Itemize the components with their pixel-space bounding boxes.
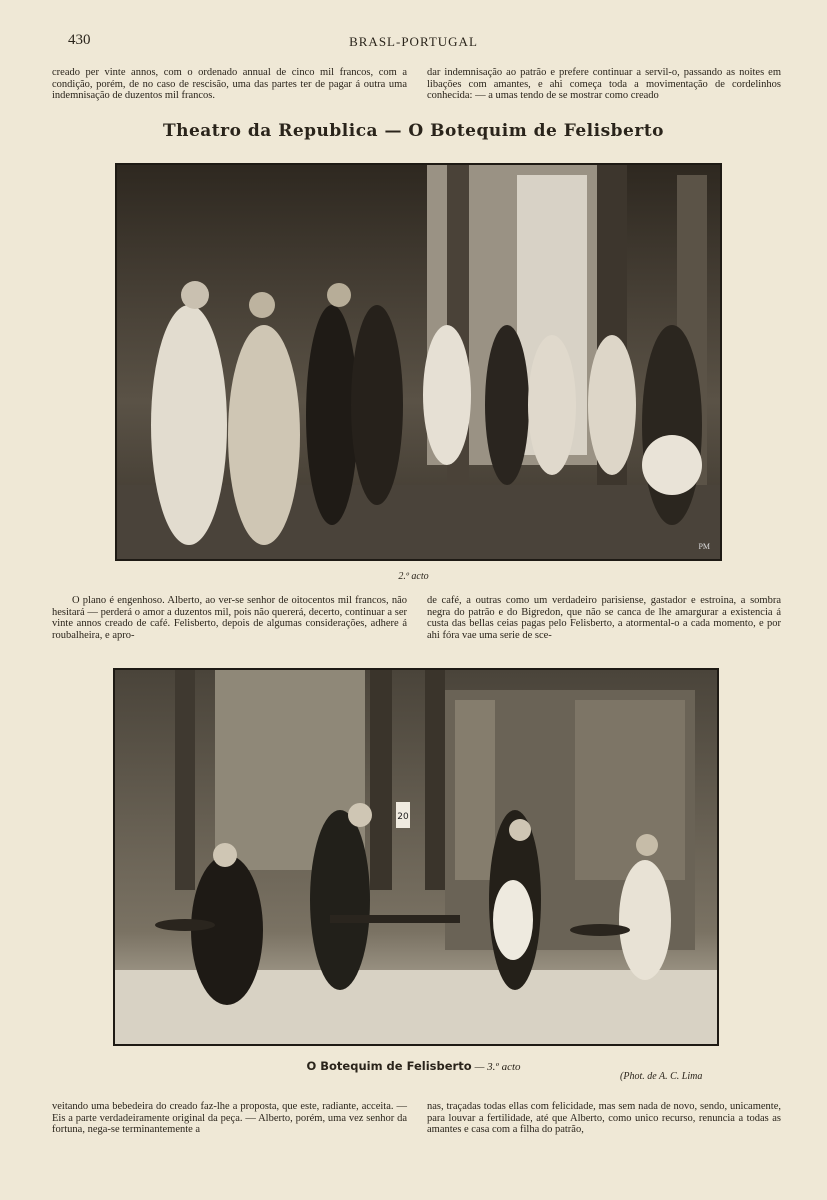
mid-right-column xyxy=(427,595,781,641)
photo-1-caption: 2.º acto xyxy=(398,571,429,582)
paragraph: creado per vinte annos, com o ordenado annual de cinco mil francos, com a condição, porém, de no caso de rescisão, uma das partes ter de pagar á outra uma indemnisação de duzentos mil francos. xyxy=(52,67,407,101)
photo-credit: (Phot. de A. C. Lima xyxy=(620,1071,703,1082)
mid-left-column xyxy=(52,595,407,641)
paragraph: nas, traçadas todas ellas com felicidade, mas sem nada de novo, sendo, unicamente, para louvar a fertilidade, até que Alberto, como unico recurso, renuncia a todas as amantes e casa com a filha do patrão, xyxy=(427,1101,781,1135)
photo-2-caption-title: O Botequim de Felisberto xyxy=(306,1059,472,1073)
running-title: BRASL-PORTUGAL xyxy=(349,34,478,49)
paragraph: dar indemnisação ao patrão e prefere continuar a servil-o, passando as noites em libações com amantes, e ahi começa toda a movimentação de cordelinhos conhecida: — a umas tendo de se mostrar como creado xyxy=(427,67,781,101)
section-title: Theatro da Republica — O Botequim de Felisberto xyxy=(162,121,665,141)
wall-number: 20 xyxy=(397,812,409,822)
bottom-right-column xyxy=(427,1101,781,1136)
page-number: 430 xyxy=(68,32,91,48)
top-right-column xyxy=(427,67,781,102)
page-header xyxy=(0,30,827,52)
cafe-scene-illustration xyxy=(115,670,717,1044)
top-left-column xyxy=(52,67,407,102)
paragraph: O plano é engenhoso. Alberto, ao ver-se senhor de oitocentos mil francos, não hesitará — perderá o amor a duzentos mil, pois não quererá, decerto, continuar a ser vinte annos creado de café. Felisberto, depois de algumas considerações, adhere á roubalheira, e apro- xyxy=(52,595,407,641)
photo-monogram: PM xyxy=(698,542,710,551)
stage-photo-act-3 xyxy=(113,668,719,1046)
stage-photo-act-2 xyxy=(115,163,722,561)
paragraph: veitando uma bebedeira do creado faz-lhe a proposta, que este, radiante, acceita. — Eis a parte verdadeiramente original da peça. — Alberto, porém, uma vez senhor da fortuna, nega-se terminantemente a xyxy=(52,1101,407,1135)
bottom-left-column xyxy=(52,1101,407,1136)
paragraph: de café, a outras como um verdadeiro parisiense, gastador e estroina, a sombra negra do patrão e do Bigredon, que não se canca de lhe amargurar a existencia á custa das bellas ceias pagas pelo Felisberto, a atormental-o a cada momento, e por ahi fóra vae uma serie de sce- xyxy=(427,595,781,641)
stage-scene-illustration xyxy=(117,165,720,559)
photo-2-caption xyxy=(0,1059,827,1074)
photo-2-caption-act: — 3.º acto xyxy=(474,1061,521,1073)
